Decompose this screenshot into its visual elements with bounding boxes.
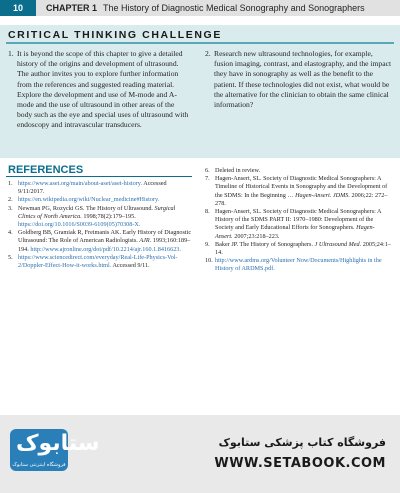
reference-item: 6. Deleted in review.: [205, 167, 261, 174]
reference-item: 5. https://www.sciencedirect.com/everyday/Real-Life-Physics-Vol-2/Doppler-Effect-How-it-works.html. Accessed 9/11.: [8, 253, 178, 270]
chapter-label: CHAPTER 1: [46, 3, 98, 13]
challenge-item: 1. It is beyond the scope of this chapter to give a detailed history of the origins and development of ultrasound. The author invites you to explore further information from the references and suggested reading material. Explore the development and use of M-mode and A-mode and the use of ultrasound in other areas of the body such as the eye and special uses of ultrasound with endoscopy and intravascular transducers.: [8, 49, 189, 130]
store-name: فروشگاه کتاب پزشکی ستابوک: [218, 436, 386, 449]
references-rule: [6, 176, 192, 177]
store-url[interactable]: WWW.SETABOOK.COM: [214, 456, 386, 471]
reference-link[interactable]: https://en.wikipedia.org/wiki/Nuclear_medicine#History.: [18, 196, 160, 204]
critical-thinking-col-2: [205, 49, 393, 110]
reference-item: 3. Newman PG, Rozycki GS. The History of Ultrasound. Surgical Clinics of North America. 1998;78(2):179–195. https://doi.org/10.1016/S0039-6109(05)70308-X.: [8, 204, 176, 229]
references-right: [205, 167, 391, 274]
references-left: [8, 180, 192, 270]
critical-thinking-col-1: [8, 49, 190, 131]
reference-item: 2. https://en.wikipedia.org/wiki/Nuclear_medicine#History.: [8, 196, 160, 204]
reference-item: 7. Hagen-Ansert, SL. Society of Diagnostic Medical Sonographers: A Timeline of Historical Events in Sonography and the Development of the SDMS: In the Beginning … Hagen-Ansert. JDMS. 2006;22: 272–278.: [205, 175, 388, 207]
critical-thinking-box: [0, 25, 400, 158]
reference-item: 9. Baker JP. The History of Sonographers. J Ultrasound Med. 2005;24:1–14.: [205, 240, 391, 257]
critical-thinking-rule: [6, 42, 394, 44]
challenge-item: 2. Research new ultrasound technologies, for example, fusion imaging, contrast, and elastography, and the impact they have in sonography as well as the benefit to the patient. If these technologies did not exist, what would be the alternative for the clinician to obtain the same clinical information?: [205, 49, 392, 110]
logo-subtext: فروشگاه اینترنتی ستابوک: [12, 462, 66, 468]
reference-item: 8. Hagen-Ansert, SL. Society of Diagnostic Medical Sonographers: A History of the SDMS PART II: 1970–1980: Development of the Society and Early Educational Efforts for Sonographers. Hagen-Ansert. 2007;23:218–223.: [205, 208, 382, 240]
logo-text: ستابوک: [16, 431, 100, 456]
reference-item: 1. https://www.aset.org/main/about-aset/aset-history. Accessed 9/11/2017.: [8, 180, 167, 196]
setabook-logo: [10, 429, 100, 471]
reference-link[interactable]: https://doi.org/10.1016/S0039-6109(05)70308-X.: [18, 221, 141, 229]
reference-item: 4. Goldberg BB, Gramiak R, Freimanis AK. Early History of Diagnostic Ultrasound: The Role of American Radiologists. AJR. 1993;160:189–194. http://www.ajronline.org/doi/pdf/10.2214/ajr.160.1.8416623.: [8, 229, 192, 253]
critical-thinking-title: CRITICAL THINKING CHALLENGE: [8, 29, 222, 41]
chapter-title: The History of Diagnostic Medical Sonography and Sonographers: [103, 3, 365, 13]
running-header: [0, 0, 400, 16]
references-heading: REFERENCES: [8, 164, 84, 176]
reference-link[interactable]: http://www.ardms.org/Volunteer Now/Documents/Highlights in the History of ARDMS.pdf.: [215, 257, 382, 273]
reference-link[interactable]: https://www.aset.org/main/about-aset/aset-history.: [18, 180, 143, 187]
page-number: 10: [0, 0, 36, 16]
running-head-text: [46, 0, 365, 16]
reference-link[interactable]: https://www.sciencedirect.com/everyday/Real-Life-Physics-Vol-2/Doppler-Effect-How-it-works.html.: [18, 253, 178, 270]
reference-item: 10. http://www.ardms.org/Volunteer Now/Documents/Highlights in the History of ARDMS.pdf.: [205, 257, 382, 273]
reference-link[interactable]: http://www.ajronline.org/doi/pdf/10.2214/ajr.160.1.8416623.: [30, 245, 181, 253]
